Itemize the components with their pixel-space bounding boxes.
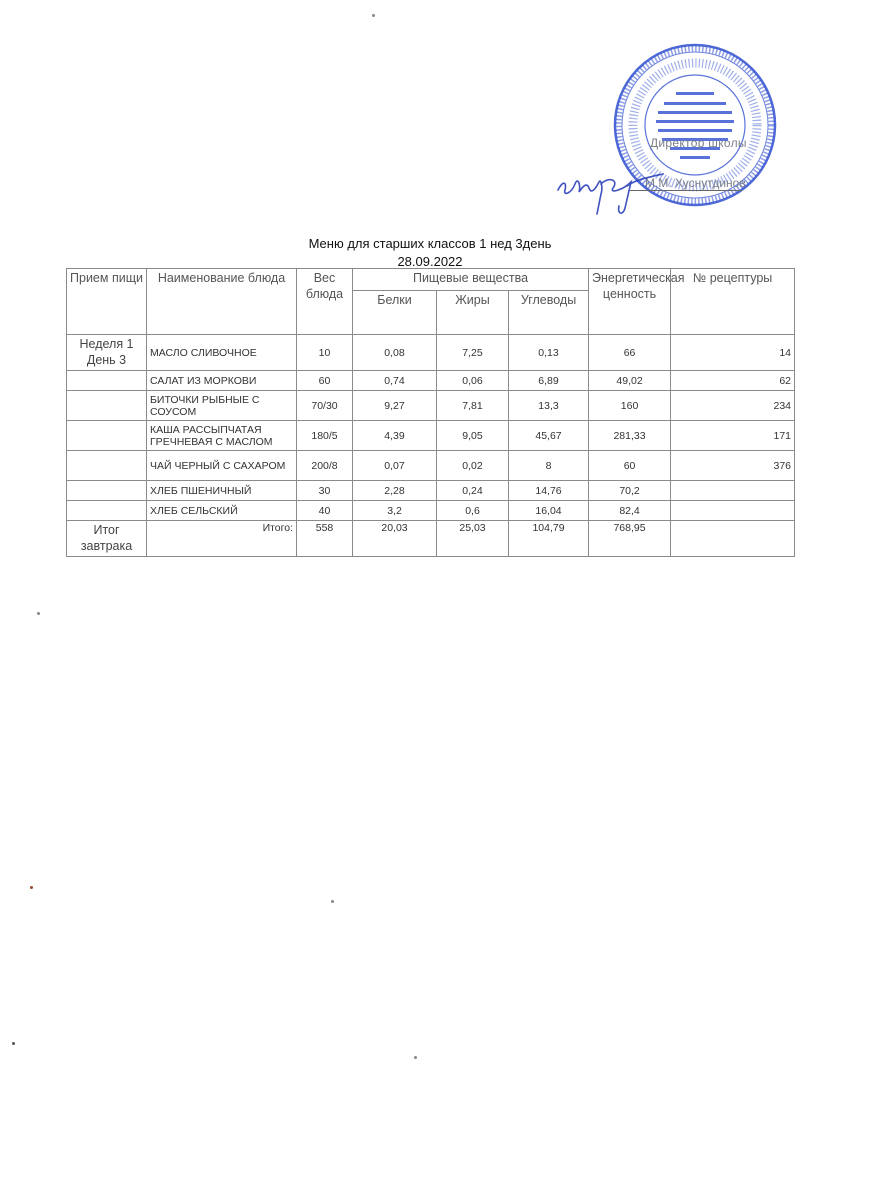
header-dish: Наименование блюда [147,269,297,335]
proteins: 0,08 [353,335,437,371]
header-nutrients: Пищевые вещества [353,269,589,291]
scan-speck [372,14,375,17]
total-proteins: 20,03 [353,521,437,557]
proteins: 9,27 [353,391,437,421]
header-meal: Прием пищи [67,269,147,335]
recipe-number: 234 [671,391,795,421]
approval-director-label: Директор школы [650,136,747,150]
total-energy: 768,95 [589,521,671,557]
carbs: 13,3 [509,391,589,421]
table-row [67,335,795,371]
total-row [67,521,795,557]
meal-cell-empty [67,421,147,451]
meal-cell-empty [67,501,147,521]
header-energy: Энергетическая ценность [589,269,671,335]
proteins: 0,74 [353,371,437,391]
menu-title: Меню для старших классов 1 нед 3день [308,236,552,251]
header-carbs: Углеводы [509,291,589,335]
header-weight: Вес блюда [297,269,353,335]
table-row [67,501,795,521]
carbs: 16,04 [509,501,589,521]
dish-name: КАША РАССЫПЧАТАЯ ГРЕЧНЕВАЯ С МАСЛОМ [147,421,297,451]
scan-speck [414,1056,417,1059]
weight: 70/30 [297,391,353,421]
table-row [67,421,795,451]
carbs: 0,13 [509,335,589,371]
scan-speck [30,886,33,889]
handwritten-signature [553,160,683,220]
energy: 49,02 [589,371,671,391]
table-row [67,371,795,391]
fats: 0,02 [437,451,509,481]
fats: 0,6 [437,501,509,521]
recipe-number [671,481,795,501]
weight: 180/5 [297,421,353,451]
recipe-number: 62 [671,371,795,391]
meal-cell-empty [67,451,147,481]
menu-date: 28.09.2022 [397,254,463,269]
dish-name: БИТОЧКИ РЫБНЫЕ С СОУСОМ [147,391,297,421]
proteins: 3,2 [353,501,437,521]
recipe-number: 376 [671,451,795,481]
recipe-number [671,501,795,521]
recipe-number: 171 [671,421,795,451]
weight: 200/8 [297,451,353,481]
table-row [67,391,795,421]
carbs: 6,89 [509,371,589,391]
total-fats: 25,03 [437,521,509,557]
energy: 66 [589,335,671,371]
scan-speck [331,900,334,903]
table-row [67,481,795,501]
total-recipe-empty [671,521,795,557]
energy: 82,4 [589,501,671,521]
weight: 40 [297,501,353,521]
total-carbs: 104,79 [509,521,589,557]
dish-name: ЧАЙ ЧЕРНЫЙ С САХАРОМ [147,451,297,481]
weight: 10 [297,335,353,371]
fats: 7,81 [437,391,509,421]
header-row [67,269,795,291]
carbs: 14,76 [509,481,589,501]
total-label: Итого: [147,521,297,557]
scan-speck [12,1042,15,1045]
table-row [67,451,795,481]
meal-label: Неделя 1 День 3 [67,335,147,371]
weight: 60 [297,371,353,391]
energy: 70,2 [589,481,671,501]
energy: 160 [589,391,671,421]
meal-cell-empty [67,371,147,391]
recipe-number: 14 [671,335,795,371]
proteins: 0,07 [353,451,437,481]
dish-name: МАСЛО СЛИВОЧНОЕ [147,335,297,371]
proteins: 2,28 [353,481,437,501]
meal-cell-empty [67,391,147,421]
fats: 7,25 [437,335,509,371]
dish-name: ХЛЕБ ПШЕНИЧНЫЙ [147,481,297,501]
energy: 60 [589,451,671,481]
fats: 0,24 [437,481,509,501]
dish-name: ХЛЕБ СЕЛЬСКИЙ [147,501,297,521]
total-meal-label: Итог завтрака [67,521,147,557]
fats: 0,06 [437,371,509,391]
carbs: 8 [509,451,589,481]
header-fats: Жиры [437,291,509,335]
dish-name: САЛАТ ИЗ МОРКОВИ [147,371,297,391]
header-proteins: Белки [353,291,437,335]
fats: 9,05 [437,421,509,451]
meal-cell-empty [67,481,147,501]
total-weight: 558 [297,521,353,557]
proteins: 4,39 [353,421,437,451]
weight: 30 [297,481,353,501]
scan-speck [37,612,40,615]
menu-table [66,268,795,557]
carbs: 45,67 [509,421,589,451]
header-recipe: № рецептуры [671,269,795,335]
energy: 281,33 [589,421,671,451]
director-name: М.М. Хуснутдинов [645,176,746,190]
